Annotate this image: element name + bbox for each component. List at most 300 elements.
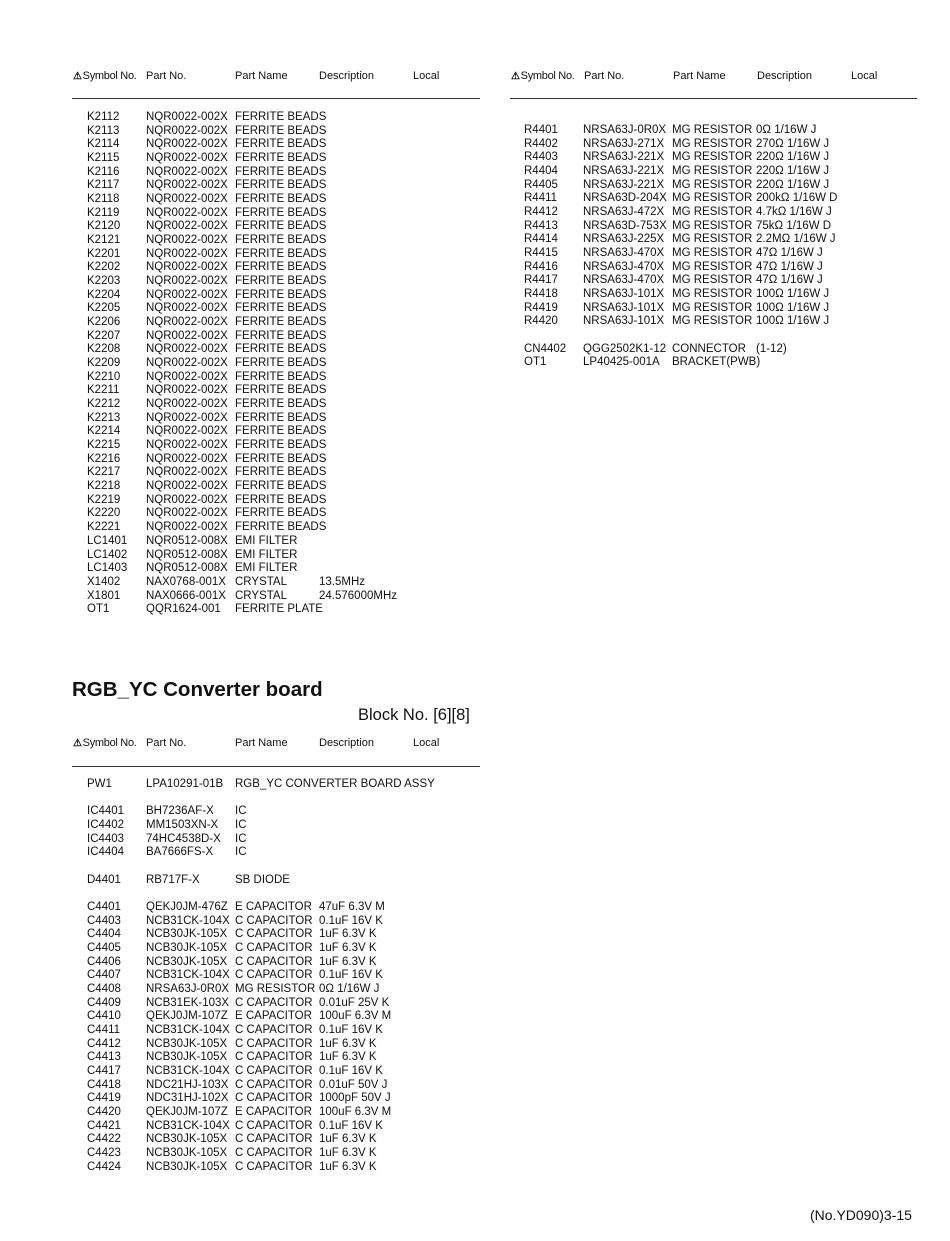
symbol-no-cell: K2117 <box>87 179 120 192</box>
part-name-header: Part Name <box>235 70 288 82</box>
part-no-cell: NQR0512-008X <box>146 562 228 575</box>
description-cell: 1uF 6.3V K <box>319 1160 377 1173</box>
part-no-cell: NQR0022-002X <box>146 220 228 233</box>
part-no-cell: NQR0022-002X <box>146 124 228 137</box>
part-name-cell: MG RESISTOR <box>672 274 753 287</box>
part-name-cell: FERRITE BEADS <box>235 288 327 301</box>
part-name-cell: C CAPACITOR <box>235 1024 313 1037</box>
part-name-cell: SB DIODE <box>235 873 290 886</box>
part-no-cell: NCB31EK-103X <box>146 996 230 1009</box>
symbol-no-cell: IC4401 <box>87 805 125 818</box>
part-no-cell: NQR0512-008X <box>146 534 228 547</box>
part-name-cell: FERRITE BEADS <box>235 234 327 247</box>
symbol-no-header: ⚠Symbol No. <box>73 70 137 82</box>
part-name-cell: C CAPACITOR <box>235 1037 313 1050</box>
part-name-cell: FERRITE BEADS <box>235 439 327 452</box>
part-no-cell: NRSA63J-472X <box>583 206 665 219</box>
description-cell: 1uF 6.3V K <box>319 1133 377 1146</box>
part-no-cell: NRSA63J-470X <box>583 260 665 273</box>
description-cell: 100uF 6.3V M <box>319 1010 392 1023</box>
part-no-header: Part No. <box>584 70 625 82</box>
symbol-no-cell: K2221 <box>87 521 121 534</box>
symbol-no-cell: K2112 <box>87 111 120 123</box>
part-name-cell: E CAPACITOR <box>235 1010 312 1023</box>
symbol-no-cell: K2207 <box>87 329 121 342</box>
part-no-cell: QEKJ0JM-107Z <box>146 1010 228 1023</box>
part-no-cell: NCB31CK-104X <box>146 1065 230 1078</box>
part-name-cell: MG RESISTOR <box>672 315 753 328</box>
part-name-cell: MG RESISTOR <box>672 260 753 273</box>
symbol-no-cell: C4420 <box>87 1106 121 1119</box>
symbol-no-header: ⚠Symbol No. <box>511 70 575 82</box>
part-no-cell: NQR0022-002X <box>146 288 228 301</box>
part-name-cell: FERRITE BEADS <box>235 316 327 329</box>
right-table-header <box>511 70 921 90</box>
part-no-cell: NQR0022-002X <box>146 357 228 370</box>
description-cell: 1uF 6.3V K <box>319 1051 377 1064</box>
symbol-no-cell: K2116 <box>87 165 120 178</box>
part-no-cell: NQR0022-002X <box>146 316 228 329</box>
description-cell: 220Ω 1/16W J <box>756 178 830 191</box>
part-name-cell: C CAPACITOR <box>235 996 313 1009</box>
warning-icon: ⚠ <box>73 738 82 749</box>
symbol-no-cell: K2220 <box>87 507 121 520</box>
part-no-cell: RB717F-X <box>146 873 200 886</box>
description-cell: 47uF 6.3V M <box>319 901 385 914</box>
part-no-cell: NRSA63J-101X <box>583 288 665 301</box>
part-name-cell: FERRITE BEADS <box>235 152 327 165</box>
part-no-cell: NRSA63J-0R0X <box>146 983 230 996</box>
symbol-no-cell: R4416 <box>524 260 558 273</box>
symbol-no-cell: C4401 <box>87 901 121 914</box>
symbol-no-cell: R4404 <box>524 165 558 178</box>
part-name-cell: CRYSTAL <box>235 589 287 602</box>
part-name-cell: MG RESISTOR <box>672 151 753 164</box>
part-name-cell: FERRITE BEADS <box>235 480 327 493</box>
symbol-no-cell: K2210 <box>87 370 121 383</box>
part-no-cell: NQR0512-008X <box>146 548 228 561</box>
symbol-no-cell: K2208 <box>87 343 121 356</box>
part-no-cell: NQR0022-002X <box>146 234 228 247</box>
part-name-cell: FERRITE BEADS <box>235 124 327 137</box>
symbol-no-cell: R4418 <box>524 288 558 301</box>
part-no-cell: NQR0022-002X <box>146 275 228 288</box>
symbol-no-cell: CN4402 <box>524 342 567 355</box>
description-cell: 220Ω 1/16W J <box>756 165 830 178</box>
part-name-cell: MG RESISTOR <box>672 178 753 191</box>
part-no-cell: NQR0022-002X <box>146 521 228 534</box>
part-no-cell: NQR0022-002X <box>146 247 228 260</box>
part-no-cell: NRSA63J-221X <box>583 165 665 178</box>
symbol-no-cell: K2211 <box>87 384 120 397</box>
description-cell: 0.1uF 16V K <box>319 1024 383 1037</box>
part-no-cell: NQR0022-002X <box>146 466 228 479</box>
symbol-no-cell: R4417 <box>524 274 558 287</box>
part-no-cell: LP40425-001A <box>583 356 660 369</box>
description-cell: 1000pF 50V J <box>319 1092 391 1105</box>
symbol-no-cell: C4418 <box>87 1078 121 1091</box>
local-header: Local <box>413 737 440 749</box>
part-name-cell: MG RESISTOR <box>235 983 316 996</box>
part-name-cell: FERRITE BEADS <box>235 411 327 424</box>
part-name-cell: MG RESISTOR <box>672 301 753 314</box>
symbol-no-cell: K2204 <box>87 288 121 301</box>
symbol-no-cell: K2201 <box>87 247 121 260</box>
local-header: Local <box>851 70 878 82</box>
part-name-cell: IC <box>235 819 247 832</box>
symbol-no-cell: C4408 <box>87 983 121 996</box>
part-name-cell: EMI FILTER <box>235 562 298 575</box>
description-cell: 0.01uF 25V K <box>319 996 390 1009</box>
part-name-cell: MG RESISTOR <box>672 219 753 232</box>
symbol-no-cell: C4410 <box>87 1010 121 1023</box>
part-name-cell: C CAPACITOR <box>235 942 313 955</box>
part-no-cell: NCB31CK-104X <box>146 1024 230 1037</box>
block-number: Block No. [6][8] <box>358 706 470 724</box>
symbol-no-cell: K2118 <box>87 193 120 206</box>
description-cell: 0.1uF 16V K <box>319 914 383 927</box>
part-name-cell: C CAPACITOR <box>235 1147 313 1160</box>
symbol-no-cell: K2206 <box>87 316 121 329</box>
symbol-no-cell: C4424 <box>87 1160 121 1173</box>
part-no-cell: NCB30JK-105X <box>146 942 228 955</box>
symbol-no-cell: K2121 <box>87 234 121 247</box>
part-name-cell: CRYSTAL <box>235 575 287 588</box>
description-cell: 100Ω 1/16W J <box>756 315 830 328</box>
part-name-cell: MG RESISTOR <box>672 165 753 178</box>
part-no-cell: QEKJ0JM-476Z <box>146 901 228 914</box>
part-no-cell: NAX0768-001X <box>146 575 226 588</box>
description-cell: (1-12) <box>756 342 787 355</box>
symbol-no-cell: K2115 <box>87 152 120 165</box>
symbol-no-cell: K2119 <box>87 206 120 219</box>
symbol-no-cell: K2215 <box>87 439 121 452</box>
part-no-cell: NCB31CK-104X <box>146 1119 230 1132</box>
symbol-no-cell: C4412 <box>87 1037 121 1050</box>
part-name-cell: C CAPACITOR <box>235 914 313 927</box>
part-no-cell: NRSA63J-101X <box>583 315 665 328</box>
symbol-no-cell: R4419 <box>524 301 558 314</box>
symbol-no-cell: K2114 <box>87 138 120 151</box>
symbol-no-cell: C4421 <box>87 1119 121 1132</box>
description-cell: 1uF 6.3V K <box>319 928 377 941</box>
part-name-cell: MG RESISTOR <box>672 137 753 150</box>
page-number: (No.YD090)3-15 <box>810 1207 912 1223</box>
part-no-cell: LPA10291-01B <box>146 778 224 790</box>
symbol-no-cell: C4403 <box>87 914 121 927</box>
description-cell: 1uF 6.3V K <box>319 1037 377 1050</box>
part-no-cell: NDC31HJ-102X <box>146 1092 229 1105</box>
part-no-cell: NCB30JK-105X <box>146 955 228 968</box>
symbol-no-cell: C4406 <box>87 955 121 968</box>
part-no-cell: NRSA63J-470X <box>583 274 665 287</box>
symbol-no-cell: K2219 <box>87 493 121 506</box>
part-name-cell: FERRITE BEADS <box>235 507 327 520</box>
symbol-no-cell: C4423 <box>87 1147 121 1160</box>
part-name-cell: IC <box>235 832 247 845</box>
part-name-cell: FERRITE BEADS <box>235 384 327 397</box>
part-no-cell: NQR0022-002X <box>146 261 228 274</box>
symbol-no-cell: K2218 <box>87 480 121 493</box>
part-no-cell: NRSA63D-204X <box>583 192 667 205</box>
description-cell: 220Ω 1/16W J <box>756 151 830 164</box>
part-name-cell: FERRITE PLATE <box>235 603 323 616</box>
symbol-no-cell: OT1 <box>87 603 110 616</box>
symbol-no-cell: C4407 <box>87 969 121 982</box>
description-cell: 47Ω 1/16W J <box>756 247 823 260</box>
part-no-cell: NCB30JK-105X <box>146 1051 228 1064</box>
part-no-cell: NQR0022-002X <box>146 302 228 315</box>
part-no-cell: NDC21HJ-103X <box>146 1078 229 1091</box>
part-name-cell: CONNECTOR <box>672 342 746 355</box>
part-name-cell: BRACKET(PWB) <box>672 356 761 369</box>
symbol-no-cell: C4419 <box>87 1092 121 1105</box>
part-no-header: Part No. <box>146 70 187 82</box>
symbol-no-cell: K2202 <box>87 261 121 274</box>
part-no-cell: NQR0022-002X <box>146 138 228 151</box>
description-cell: 100Ω 1/16W J <box>756 301 830 314</box>
part-no-cell: NCB30JK-105X <box>146 1147 228 1160</box>
symbol-no-cell: K2209 <box>87 357 121 370</box>
part-name-cell: C CAPACITOR <box>235 1065 313 1078</box>
part-name-cell: C CAPACITOR <box>235 1119 313 1132</box>
symbol-no-cell: X1801 <box>87 589 121 602</box>
description-cell: 100uF 6.3V M <box>319 1106 392 1119</box>
description-cell: 0.1uF 16V K <box>319 1119 383 1132</box>
symbol-no-cell: R4401 <box>524 124 558 136</box>
part-name-cell: C CAPACITOR <box>235 1133 313 1146</box>
part-name-cell: FERRITE BEADS <box>235 466 327 479</box>
symbol-no-cell: K2214 <box>87 425 121 438</box>
part-name-cell: FERRITE BEADS <box>235 425 327 438</box>
symbol-no-cell: R4412 <box>524 206 558 219</box>
right-header-divider <box>510 98 917 99</box>
part-name-cell: C CAPACITOR <box>235 969 313 982</box>
description-cell: 0.1uF 16V K <box>319 969 383 982</box>
symbol-no-cell: C4422 <box>87 1133 121 1146</box>
part-no-cell: NQR0022-002X <box>146 480 228 493</box>
part-name-cell: FERRITE BEADS <box>235 275 327 288</box>
part-name-cell: MG RESISTOR <box>672 247 753 260</box>
description-cell: 100Ω 1/16W J <box>756 288 830 301</box>
part-no-cell: QQR1624-001 <box>146 603 221 616</box>
part-no-cell: NRSA63D-753X <box>583 219 667 232</box>
part-name-cell: EMI FILTER <box>235 548 298 561</box>
part-no-cell: BH7236AF-X <box>146 805 214 818</box>
symbol-no-cell: K2113 <box>87 124 120 137</box>
section-title: RGB_YC Converter board <box>72 678 323 701</box>
part-no-cell: NAX0666-001X <box>146 589 226 602</box>
part-name-cell: IC <box>235 846 247 859</box>
description-header: Description <box>319 70 375 82</box>
description-cell: 1uF 6.3V K <box>319 942 377 955</box>
bottom-table-header <box>73 737 483 757</box>
part-name-cell: C CAPACITOR <box>235 1051 313 1064</box>
part-no-cell: NQR0022-002X <box>146 179 228 192</box>
part-no-cell: NQR0022-002X <box>146 439 228 452</box>
symbol-no-cell: C4411 <box>87 1024 121 1037</box>
symbol-no-cell: LC1402 <box>87 548 128 561</box>
symbol-no-cell: K2203 <box>87 275 121 288</box>
part-name-cell: FERRITE BEADS <box>235 247 327 260</box>
part-name-header: Part Name <box>235 737 288 749</box>
part-name-cell: E CAPACITOR <box>235 901 312 914</box>
part-no-cell: NQR0022-002X <box>146 398 228 411</box>
part-name-cell: FERRITE BEADS <box>235 452 327 465</box>
part-name-cell: MG RESISTOR <box>672 233 753 246</box>
part-no-cell: NQR0022-002X <box>146 193 228 206</box>
part-no-cell: NCB31CK-104X <box>146 914 230 927</box>
symbol-no-cell: C4417 <box>87 1065 121 1078</box>
part-no-cell: NCB30JK-105X <box>146 1160 228 1173</box>
symbol-no-cell: IC4403 <box>87 832 125 845</box>
part-name-cell: EMI FILTER <box>235 534 298 547</box>
part-no-cell: NQR0022-002X <box>146 493 228 506</box>
part-no-cell: QGG2502K1-12 <box>583 342 667 355</box>
part-no-cell: NRSA63J-470X <box>583 247 665 260</box>
part-no-cell: NCB30JK-105X <box>146 1133 228 1146</box>
part-name-cell: FERRITE BEADS <box>235 193 327 206</box>
description-cell: 47Ω 1/16W J <box>756 274 823 287</box>
part-name-cell: C CAPACITOR <box>235 928 313 941</box>
description-cell: 0.1uF 16V K <box>319 1065 383 1078</box>
part-no-cell: NQR0022-002X <box>146 425 228 438</box>
part-name-cell: FERRITE BEADS <box>235 357 327 370</box>
part-name-header: Part Name <box>673 70 726 82</box>
part-name-cell: FERRITE BEADS <box>235 398 327 411</box>
symbol-no-cell: LC1401 <box>87 534 128 547</box>
description-cell: 75kΩ 1/16W D <box>756 219 832 232</box>
part-name-cell: FERRITE BEADS <box>235 493 327 506</box>
part-no-cell: NQR0022-002X <box>146 111 228 123</box>
part-name-cell: FERRITE BEADS <box>235 220 327 233</box>
part-no-cell: NCB30JK-105X <box>146 928 228 941</box>
symbol-no-cell: K2120 <box>87 220 121 233</box>
warning-icon: ⚠ <box>73 71 82 82</box>
part-name-cell: FERRITE BEADS <box>235 343 327 356</box>
part-name-cell: E CAPACITOR <box>235 1106 312 1119</box>
part-no-cell: NRSA63J-225X <box>583 233 665 246</box>
part-no-cell: NQR0022-002X <box>146 384 228 397</box>
symbol-no-cell: OT1 <box>524 356 547 369</box>
symbol-no-cell: LC1403 <box>87 562 128 575</box>
description-header: Description <box>319 737 375 749</box>
part-name-cell: FERRITE BEADS <box>235 521 327 534</box>
description-cell: 0.01uF 50V J <box>319 1078 388 1091</box>
symbol-no-cell: X1402 <box>87 575 121 588</box>
part-name-cell: FERRITE BEADS <box>235 302 327 315</box>
part-name-cell: C CAPACITOR <box>235 955 313 968</box>
part-no-cell: NRSA63J-101X <box>583 301 665 314</box>
part-name-cell: FERRITE BEADS <box>235 261 327 274</box>
description-cell: 2.2MΩ 1/16W J <box>756 233 836 246</box>
part-name-cell: FERRITE BEADS <box>235 111 327 123</box>
part-no-cell: BA7666FS-X <box>146 846 214 859</box>
symbol-no-cell: IC4404 <box>87 846 125 859</box>
symbol-no-cell: K2205 <box>87 302 121 315</box>
warning-icon: ⚠ <box>511 71 520 82</box>
part-name-cell: C CAPACITOR <box>235 1078 313 1091</box>
symbol-no-cell: R4411 <box>524 192 558 205</box>
symbol-no-cell: K2216 <box>87 452 121 465</box>
part-name-cell: FERRITE BEADS <box>235 370 327 383</box>
left-table-header <box>73 70 483 90</box>
description-cell: 13.5MHz <box>319 575 366 588</box>
part-no-header: Part No. <box>146 737 187 749</box>
part-name-cell: MG RESISTOR <box>672 124 753 136</box>
part-no-cell: NQR0022-002X <box>146 507 228 520</box>
symbol-no-cell: R4405 <box>524 178 558 191</box>
part-no-cell: NQR0022-002X <box>146 152 228 165</box>
part-no-cell: QEKJ0JM-107Z <box>146 1106 228 1119</box>
description-cell: 24.576000MHz <box>319 589 397 602</box>
part-no-cell: NRSA63J-0R0X <box>583 124 667 136</box>
part-name-cell: FERRITE BEADS <box>235 206 327 219</box>
part-no-cell: NQR0022-002X <box>146 206 228 219</box>
part-no-cell: NQR0022-002X <box>146 343 228 356</box>
part-name-cell: FERRITE BEADS <box>235 165 327 178</box>
part-no-cell: MM1503XN-X <box>146 819 219 832</box>
symbol-no-cell: R4415 <box>524 247 558 260</box>
description-cell: 1uF 6.3V K <box>319 955 377 968</box>
symbol-no-cell: R4414 <box>524 233 558 246</box>
description-cell: 1uF 6.3V K <box>319 1147 377 1160</box>
part-no-cell: NQR0022-002X <box>146 370 228 383</box>
symbol-no-cell: K2213 <box>87 411 121 424</box>
part-no-cell: NCB30JK-105X <box>146 1037 228 1050</box>
part-name-cell: FERRITE BEADS <box>235 138 327 151</box>
symbol-no-cell: IC4402 <box>87 819 125 832</box>
description-cell: 0Ω 1/16W J <box>756 124 817 136</box>
symbol-no-cell: R4413 <box>524 219 558 232</box>
symbol-no-cell: C4405 <box>87 942 121 955</box>
part-no-cell: NQR0022-002X <box>146 452 228 465</box>
part-no-cell: NCB31CK-104X <box>146 969 230 982</box>
symbol-no-cell: R4402 <box>524 137 558 150</box>
description-cell: 0Ω 1/16W J <box>319 983 380 996</box>
part-no-cell: NRSA63J-271X <box>583 137 665 150</box>
symbol-no-cell: C4409 <box>87 996 121 1009</box>
part-name-cell: FERRITE BEADS <box>235 179 327 192</box>
symbol-no-cell: C4404 <box>87 928 121 941</box>
symbol-no-cell: D4401 <box>87 873 121 886</box>
symbol-no-cell: R4420 <box>524 315 558 328</box>
description-cell: 200kΩ 1/16W D <box>756 192 838 205</box>
symbol-no-cell: C4413 <box>87 1051 121 1064</box>
part-no-cell: NQR0022-002X <box>146 411 228 424</box>
part-name-cell: MG RESISTOR <box>672 192 753 205</box>
description-cell: 47Ω 1/16W J <box>756 260 823 273</box>
part-name-cell: C CAPACITOR <box>235 1092 313 1105</box>
bottom-header-divider <box>72 766 480 767</box>
description-header: Description <box>757 70 813 82</box>
part-name-cell: FERRITE BEADS <box>235 329 327 342</box>
symbol-no-cell: K2212 <box>87 398 121 411</box>
part-name-cell: MG RESISTOR <box>672 206 753 219</box>
part-no-cell: NRSA63J-221X <box>583 151 665 164</box>
part-no-cell: NQR0022-002X <box>146 165 228 178</box>
part-name-cell: MG RESISTOR <box>672 288 753 301</box>
symbol-no-cell: K2217 <box>87 466 121 479</box>
part-no-cell: NRSA63J-221X <box>583 178 665 191</box>
part-no-cell: 74HC4538D-X <box>146 832 221 845</box>
description-cell: 4.7kΩ 1/16W J <box>756 206 832 219</box>
symbol-no-cell: R4403 <box>524 151 558 164</box>
description-cell: 270Ω 1/16W J <box>756 137 830 150</box>
symbol-no-cell: PW1 <box>87 778 112 790</box>
symbol-no-header: ⚠Symbol No. <box>73 737 137 749</box>
left-header-divider <box>72 98 480 99</box>
